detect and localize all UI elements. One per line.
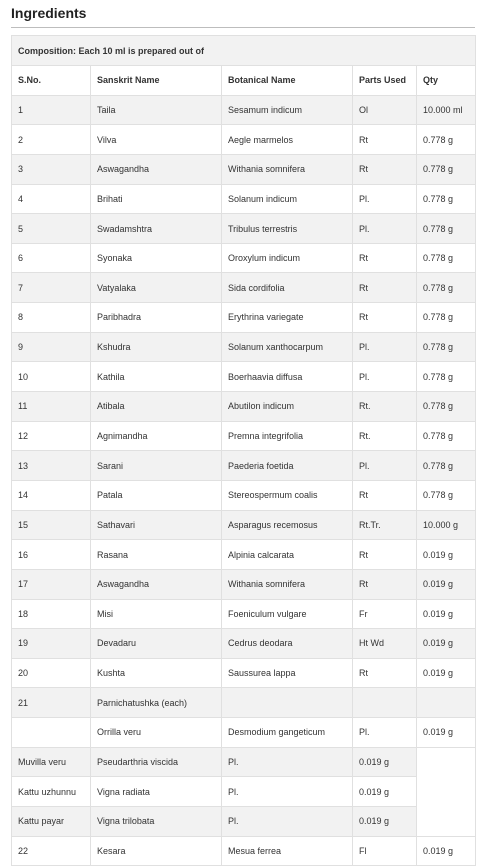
cell-sno: 21 bbox=[12, 688, 91, 718]
cell-sanskrit-name: Agnimandha bbox=[91, 421, 222, 451]
cell-botanical-name: Withania somnifera bbox=[222, 569, 353, 599]
cell-sno: 14 bbox=[12, 480, 91, 510]
cell-qty: 0.778 g bbox=[417, 392, 476, 422]
header-sanskrit-name: Sanskrit Name bbox=[91, 66, 222, 96]
table-header-row bbox=[12, 66, 476, 96]
cell-botanical-name: Tribulus terrestris bbox=[222, 214, 353, 244]
cell-botanical-name: Stereospermum coalis bbox=[222, 480, 353, 510]
table-row bbox=[12, 362, 476, 392]
cell-parts-used: Pl. bbox=[222, 807, 353, 837]
cell-sno: 11 bbox=[12, 392, 91, 422]
cell-botanical-name bbox=[222, 688, 353, 718]
cell-sno: 19 bbox=[12, 629, 91, 659]
cell-qty: 0.019 g bbox=[417, 569, 476, 599]
cell-sanskrit-name: Brihati bbox=[91, 184, 222, 214]
cell-qty: 10.000 ml bbox=[417, 95, 476, 125]
table-row bbox=[12, 540, 476, 570]
table-row bbox=[12, 510, 476, 540]
cell-sanskrit-name: Swadamshtra bbox=[91, 214, 222, 244]
composition-cell: Composition: Each 10 ml is prepared out of bbox=[12, 36, 476, 66]
cell-sno: 4 bbox=[12, 184, 91, 214]
cell-qty: 0.778 g bbox=[417, 421, 476, 451]
cell-botanical-name: Solanum indicum bbox=[222, 184, 353, 214]
cell-sanskrit-name: Parnichatushka (each) bbox=[91, 688, 222, 718]
cell-parts-used: Rt bbox=[353, 303, 417, 333]
cell-botanical-name: Vigna radiata bbox=[91, 777, 222, 807]
cell-sno: 17 bbox=[12, 569, 91, 599]
cell-sanskrit-name: Aswagandha bbox=[91, 569, 222, 599]
cell-sno: 18 bbox=[12, 599, 91, 629]
cell-botanical-name: Aegle marmelos bbox=[222, 125, 353, 155]
cell-parts-used: Pl. bbox=[353, 451, 417, 481]
heading-divider bbox=[11, 27, 475, 28]
cell-sanskrit-name: Kattu payar bbox=[12, 807, 91, 837]
cell-parts-used bbox=[353, 688, 417, 718]
cell-sno: 16 bbox=[12, 540, 91, 570]
table-row bbox=[12, 273, 476, 303]
cell-sanskrit-name: Syonaka bbox=[91, 243, 222, 273]
cell-botanical-name: Saussurea lappa bbox=[222, 658, 353, 688]
ingredients-table bbox=[11, 35, 476, 866]
cell-parts-used: Rt bbox=[353, 273, 417, 303]
header-parts-used: Parts Used bbox=[353, 66, 417, 96]
table-row bbox=[12, 688, 476, 718]
table-row bbox=[12, 214, 476, 244]
cell-botanical-name: Desmodium gangeticum bbox=[222, 718, 353, 748]
cell-sno: 15 bbox=[12, 510, 91, 540]
cell-botanical-name: Paederia foetida bbox=[222, 451, 353, 481]
cell-qty: 0.778 g bbox=[417, 303, 476, 333]
cell-qty: 0.778 g bbox=[417, 362, 476, 392]
cell-qty: 0.019 g bbox=[417, 836, 476, 866]
cell-botanical-name: Cedrus deodara bbox=[222, 629, 353, 659]
cell-qty: 0.778 g bbox=[417, 243, 476, 273]
header-botanical-name: Botanical Name bbox=[222, 66, 353, 96]
cell-sno: 13 bbox=[12, 451, 91, 481]
cell-parts-used: Pl. bbox=[353, 332, 417, 362]
cell-sanskrit-name: Orrilla veru bbox=[91, 718, 222, 748]
cell-sanskrit-name: Vatyalaka bbox=[91, 273, 222, 303]
table-row bbox=[12, 747, 476, 777]
cell-sno bbox=[12, 718, 91, 748]
cell-sno: 20 bbox=[12, 658, 91, 688]
cell-sanskrit-name: Sarani bbox=[91, 451, 222, 481]
cell-qty: 0.019 g bbox=[417, 629, 476, 659]
cell-parts-used: Pl. bbox=[222, 747, 353, 777]
cell-sanskrit-name: Atibala bbox=[91, 392, 222, 422]
cell-qty: 0.019 g bbox=[353, 747, 417, 777]
table-row bbox=[12, 451, 476, 481]
cell-botanical-name: Abutilon indicum bbox=[222, 392, 353, 422]
table-row bbox=[12, 480, 476, 510]
cell-sanskrit-name: Misi bbox=[91, 599, 222, 629]
cell-sno: 1 bbox=[12, 95, 91, 125]
table-row bbox=[12, 184, 476, 214]
table-row bbox=[12, 392, 476, 422]
table-row bbox=[12, 807, 476, 837]
cell-parts-used: Rt bbox=[353, 480, 417, 510]
cell-botanical-name: Erythrina variegate bbox=[222, 303, 353, 333]
cell-parts-used: Fl bbox=[353, 836, 417, 866]
table-row bbox=[12, 125, 476, 155]
cell-parts-used: Rt bbox=[353, 658, 417, 688]
table-row bbox=[12, 569, 476, 599]
section-heading: Ingredients bbox=[11, 5, 87, 21]
cell-botanical-name: Vigna trilobata bbox=[91, 807, 222, 837]
cell-botanical-name: Pseudarthria viscida bbox=[91, 747, 222, 777]
cell-qty: 0.778 g bbox=[417, 332, 476, 362]
table-row bbox=[12, 95, 476, 125]
cell-empty bbox=[417, 747, 476, 836]
cell-qty: 0.778 g bbox=[417, 154, 476, 184]
table-row bbox=[12, 718, 476, 748]
cell-sanskrit-name: Muvilla veru bbox=[12, 747, 91, 777]
cell-sanskrit-name: Aswagandha bbox=[91, 154, 222, 184]
cell-sanskrit-name: Taila bbox=[91, 95, 222, 125]
table-row bbox=[12, 303, 476, 333]
cell-qty: 0.019 g bbox=[417, 540, 476, 570]
cell-botanical-name: Premna integrifolia bbox=[222, 421, 353, 451]
table-row bbox=[12, 658, 476, 688]
cell-sno: 22 bbox=[12, 836, 91, 866]
cell-sanskrit-name: Kushta bbox=[91, 658, 222, 688]
cell-sanskrit-name: Patala bbox=[91, 480, 222, 510]
cell-botanical-name: Sida cordifolia bbox=[222, 273, 353, 303]
cell-qty: 0.778 g bbox=[417, 125, 476, 155]
cell-sno: 7 bbox=[12, 273, 91, 303]
cell-sanskrit-name: Kshudra bbox=[91, 332, 222, 362]
cell-sanskrit-name: Kattu uzhunnu bbox=[12, 777, 91, 807]
table-row bbox=[12, 154, 476, 184]
table-row bbox=[12, 599, 476, 629]
cell-sno: 6 bbox=[12, 243, 91, 273]
cell-qty: 0.019 g bbox=[417, 718, 476, 748]
cell-parts-used: Rt bbox=[353, 243, 417, 273]
cell-parts-used: Rt. bbox=[353, 421, 417, 451]
cell-parts-used: Fr bbox=[353, 599, 417, 629]
header-sno: S.No. bbox=[12, 66, 91, 96]
cell-sno: 8 bbox=[12, 303, 91, 333]
cell-sanskrit-name: Paribhadra bbox=[91, 303, 222, 333]
cell-botanical-name: Boerhaavia diffusa bbox=[222, 362, 353, 392]
cell-sanskrit-name: Kesara bbox=[91, 836, 222, 866]
cell-parts-used: Rt bbox=[353, 569, 417, 599]
cell-parts-used: Rt bbox=[353, 125, 417, 155]
cell-sno: 5 bbox=[12, 214, 91, 244]
cell-sanskrit-name: Vilva bbox=[91, 125, 222, 155]
cell-sanskrit-name: Devadaru bbox=[91, 629, 222, 659]
table-row bbox=[12, 332, 476, 362]
cell-botanical-name: Foeniculum vulgare bbox=[222, 599, 353, 629]
composition-row bbox=[12, 36, 476, 66]
cell-parts-used: Rt bbox=[353, 154, 417, 184]
cell-parts-used: Pl. bbox=[353, 184, 417, 214]
cell-qty: 0.778 g bbox=[417, 480, 476, 510]
cell-qty: 0.019 g bbox=[353, 807, 417, 837]
cell-botanical-name: Mesua ferrea bbox=[222, 836, 353, 866]
table-row bbox=[12, 421, 476, 451]
cell-qty: 0.778 g bbox=[417, 451, 476, 481]
cell-parts-used: Pl. bbox=[353, 718, 417, 748]
cell-parts-used: Ht Wd bbox=[353, 629, 417, 659]
cell-qty: 0.019 g bbox=[417, 599, 476, 629]
cell-botanical-name: Alpinia calcarata bbox=[222, 540, 353, 570]
table-row bbox=[12, 243, 476, 273]
cell-sanskrit-name: Sathavari bbox=[91, 510, 222, 540]
table-row bbox=[12, 777, 476, 807]
cell-botanical-name: Withania somnifera bbox=[222, 154, 353, 184]
cell-parts-used: Pl. bbox=[222, 777, 353, 807]
cell-parts-used: Rt bbox=[353, 540, 417, 570]
cell-sanskrit-name: Kathila bbox=[91, 362, 222, 392]
cell-qty: 0.019 g bbox=[353, 777, 417, 807]
cell-botanical-name: Sesamum indicum bbox=[222, 95, 353, 125]
cell-parts-used: Ol bbox=[353, 95, 417, 125]
cell-botanical-name: Asparagus recemosus bbox=[222, 510, 353, 540]
cell-qty: 0.778 g bbox=[417, 184, 476, 214]
cell-botanical-name: Oroxylum indicum bbox=[222, 243, 353, 273]
cell-qty: 0.778 g bbox=[417, 214, 476, 244]
cell-sno: 10 bbox=[12, 362, 91, 392]
cell-sanskrit-name: Rasana bbox=[91, 540, 222, 570]
cell-qty: 10.000 g bbox=[417, 510, 476, 540]
cell-botanical-name: Solanum xanthocarpum bbox=[222, 332, 353, 362]
cell-sno: 9 bbox=[12, 332, 91, 362]
cell-sno: 12 bbox=[12, 421, 91, 451]
cell-parts-used: Rt.Tr. bbox=[353, 510, 417, 540]
cell-qty: 0.778 g bbox=[417, 273, 476, 303]
cell-sno: 3 bbox=[12, 154, 91, 184]
header-qty: Qty bbox=[417, 66, 476, 96]
cell-qty: 0.019 g bbox=[417, 658, 476, 688]
table-row bbox=[12, 629, 476, 659]
table-row bbox=[12, 836, 476, 866]
cell-parts-used: Rt. bbox=[353, 392, 417, 422]
cell-parts-used: Pl. bbox=[353, 362, 417, 392]
cell-qty bbox=[417, 688, 476, 718]
cell-parts-used: Pl. bbox=[353, 214, 417, 244]
cell-sno: 2 bbox=[12, 125, 91, 155]
